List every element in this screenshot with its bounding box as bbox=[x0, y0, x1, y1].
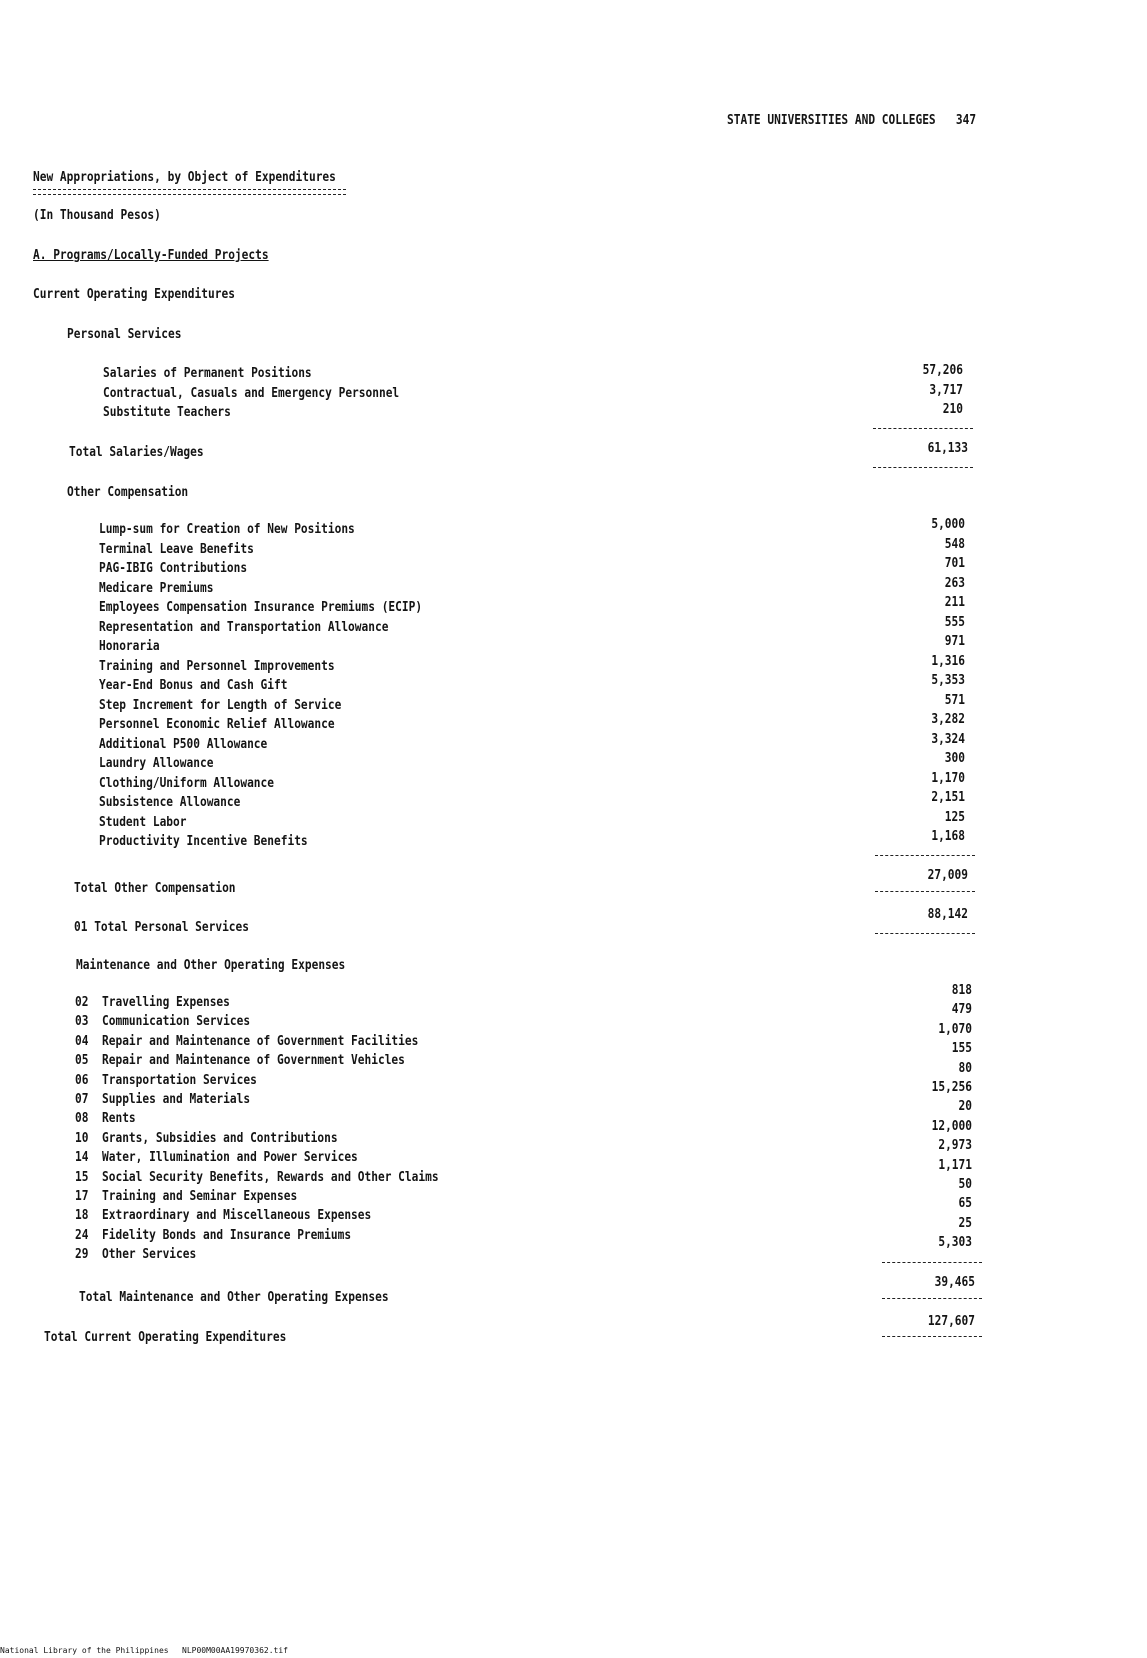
mooe-row-value: 1,171 bbox=[938, 1157, 972, 1173]
mooe-row-label: Transportation Services bbox=[102, 1072, 257, 1088]
other-comp-row-value: 3,324 bbox=[931, 731, 965, 747]
other-comp-row-value: 701 bbox=[944, 556, 965, 571]
other-comp-row-value: 5,353 bbox=[931, 673, 965, 688]
mooe-row-label: Extraordinary and Miscellaneous Expenses bbox=[102, 1208, 372, 1224]
total-other-comp-label: Total Other Compensation bbox=[74, 881, 236, 896]
total-mooe-value: 39,465 bbox=[934, 1275, 975, 1290]
total-personal-value: 88,142 bbox=[927, 907, 968, 922]
title-double-rule bbox=[33, 189, 346, 195]
other-comp-row-label: Terminal Leave Benefits bbox=[99, 541, 254, 557]
rule bbox=[882, 1298, 982, 1299]
page-number: 347 bbox=[955, 113, 977, 128]
other-comp-row-label: Clothing/Uniform Allowance bbox=[99, 775, 275, 791]
mooe-row-value: 65 bbox=[958, 1196, 972, 1212]
mooe-row-label: Social Security Benefits, Rewards and Other Claims bbox=[102, 1169, 439, 1185]
other-comp-row-label: Medicare Premiums bbox=[99, 580, 214, 596]
other-comp-row-value: 548 bbox=[944, 536, 965, 552]
page-title: New Appropriations, by Object of Expenditures bbox=[33, 170, 336, 185]
mooe-heading: Maintenance and Other Operating Expenses bbox=[76, 958, 346, 973]
mooe-row-label: Grants, Subsidies and Contributions bbox=[102, 1130, 338, 1146]
current-operating-heading: Current Operating Expenditures bbox=[33, 287, 235, 302]
row-code: 18 bbox=[75, 1208, 89, 1224]
footer-library: National Library of the Philippines bbox=[0, 1646, 169, 1655]
rule bbox=[882, 1336, 982, 1337]
other-comp-row-label: Additional P500 Allowance bbox=[99, 736, 268, 752]
row-code: 17 bbox=[75, 1189, 89, 1204]
mooe-row-value: 818 bbox=[951, 983, 972, 998]
row-code: 10 bbox=[75, 1130, 89, 1146]
mooe-row-label: Repair and Maintenance of Government Vehicles bbox=[102, 1053, 405, 1069]
mooe-row-label: Fidelity Bonds and Insurance Premiums bbox=[102, 1227, 352, 1243]
mooe-row-value: 12,000 bbox=[931, 1118, 972, 1134]
other-comp-row-value: 263 bbox=[944, 575, 965, 591]
other-comp-row-value: 1,170 bbox=[931, 770, 965, 786]
rule bbox=[875, 891, 975, 892]
other-comp-row-value: 300 bbox=[944, 751, 965, 766]
other-comp-row-label: Employees Compensation Insurance Premiums (ECIP) bbox=[99, 600, 423, 615]
row-code: 14 bbox=[75, 1150, 89, 1166]
rule bbox=[875, 855, 975, 856]
total-current-label: Total Current Operating Expenditures bbox=[44, 1330, 287, 1345]
total-current-value: 127,607 bbox=[927, 1314, 975, 1329]
other-comp-row-value: 211 bbox=[944, 595, 965, 610]
other-comp-row-label: Laundry Allowance bbox=[99, 756, 214, 771]
row-code: 08 bbox=[75, 1111, 89, 1127]
row-code: 03 bbox=[75, 1014, 89, 1030]
salary-row-value: 57,206 bbox=[922, 363, 963, 378]
salary-row-label: Salaries of Permanent Positions bbox=[103, 366, 312, 381]
mooe-row-label: Travelling Expenses bbox=[102, 995, 230, 1010]
other-comp-row-value: 3,282 bbox=[931, 712, 965, 727]
other-comp-row-label: Year-End Bonus and Cash Gift bbox=[99, 678, 288, 693]
salary-row-value: 3,717 bbox=[929, 382, 963, 398]
rule bbox=[875, 933, 975, 934]
salary-row-value: 210 bbox=[942, 402, 963, 417]
mooe-row-label: Supplies and Materials bbox=[102, 1092, 251, 1107]
other-comp-row-value: 1,316 bbox=[931, 653, 965, 669]
mooe-row-value: 155 bbox=[951, 1041, 972, 1057]
mooe-row-value: 5,303 bbox=[938, 1235, 972, 1251]
mooe-row-value: 80 bbox=[958, 1060, 972, 1076]
mooe-row-value: 50 bbox=[958, 1177, 972, 1192]
other-comp-row-value: 2,151 bbox=[931, 790, 965, 805]
other-comp-row-label: PAG-IBIG Contributions bbox=[99, 561, 248, 576]
other-comp-row-value: 555 bbox=[944, 614, 965, 630]
other-comp-row-label: Honoraria bbox=[99, 639, 160, 654]
total-salaries-label: Total Salaries/Wages bbox=[69, 445, 204, 460]
other-comp-row-label: Lump-sum for Creation of New Positions bbox=[99, 522, 355, 537]
salary-row-label: Substitute Teachers bbox=[103, 405, 231, 420]
total-personal-label: 01 Total Personal Services bbox=[74, 920, 250, 935]
program-heading: A. Programs/Locally-Funded Projects bbox=[33, 248, 269, 263]
other-comp-row-value: 1,168 bbox=[931, 829, 965, 844]
other-comp-row-label: Representation and Transportation Allowance bbox=[99, 619, 389, 635]
mooe-row-value: 15,256 bbox=[931, 1080, 972, 1095]
mooe-row-label: Rents bbox=[102, 1111, 136, 1127]
total-mooe-label: Total Maintenance and Other Operating Expenses bbox=[79, 1290, 389, 1305]
mooe-row-label: Training and Seminar Expenses bbox=[102, 1189, 298, 1204]
total-salaries-value: 61,133 bbox=[927, 441, 968, 456]
other-comp-row-label: Student Labor bbox=[99, 814, 187, 830]
row-code: 06 bbox=[75, 1072, 89, 1088]
mooe-row-value: 20 bbox=[958, 1099, 972, 1115]
mooe-row-value: 479 bbox=[951, 1002, 972, 1018]
other-compensation-heading: Other Compensation bbox=[67, 485, 189, 500]
salary-row-label: Contractual, Casuals and Emergency Personnel bbox=[103, 385, 400, 401]
row-code: 07 bbox=[75, 1092, 89, 1107]
mooe-row-value: 1,070 bbox=[938, 1021, 972, 1037]
other-comp-row-label: Productivity Incentive Benefits bbox=[99, 834, 308, 849]
row-code: 24 bbox=[75, 1227, 89, 1243]
mooe-row-label: Other Services bbox=[102, 1247, 197, 1263]
row-code: 15 bbox=[75, 1169, 89, 1185]
mooe-row-label: Water, Illumination and Power Services bbox=[102, 1150, 358, 1166]
total-other-comp-value: 27,009 bbox=[927, 868, 968, 883]
units-note: (In Thousand Pesos) bbox=[33, 208, 161, 223]
other-comp-row-label: Subsistence Allowance bbox=[99, 795, 241, 810]
other-comp-row-value: 571 bbox=[944, 692, 965, 708]
row-code: 02 bbox=[75, 995, 89, 1010]
mooe-row-value: 25 bbox=[958, 1215, 972, 1231]
mooe-row-value: 2,973 bbox=[938, 1138, 972, 1154]
row-code: 29 bbox=[75, 1247, 89, 1263]
rule bbox=[873, 467, 973, 468]
rule bbox=[873, 428, 973, 429]
other-comp-row-value: 5,000 bbox=[931, 517, 965, 532]
other-comp-row-value: 125 bbox=[944, 809, 965, 825]
mooe-row-label: Repair and Maintenance of Government Facilities bbox=[102, 1033, 419, 1049]
other-comp-row-label: Personnel Economic Relief Allowance bbox=[99, 717, 335, 732]
personal-services-heading: Personal Services bbox=[67, 327, 182, 342]
row-code: 05 bbox=[75, 1053, 89, 1069]
running-header bbox=[727, 113, 976, 129]
other-comp-row-value: 971 bbox=[944, 634, 965, 649]
row-code: 04 bbox=[75, 1033, 89, 1049]
section-name: STATE UNIVERSITIES AND COLLEGES bbox=[727, 113, 936, 128]
footer-file: NLP00M00AA19970362.tif bbox=[182, 1646, 288, 1655]
mooe-row-label: Communication Services bbox=[102, 1014, 251, 1030]
rule bbox=[882, 1262, 982, 1263]
other-comp-row-label: Step Increment for Length of Service bbox=[99, 697, 342, 713]
other-comp-row-label: Training and Personnel Improvements bbox=[99, 658, 335, 674]
